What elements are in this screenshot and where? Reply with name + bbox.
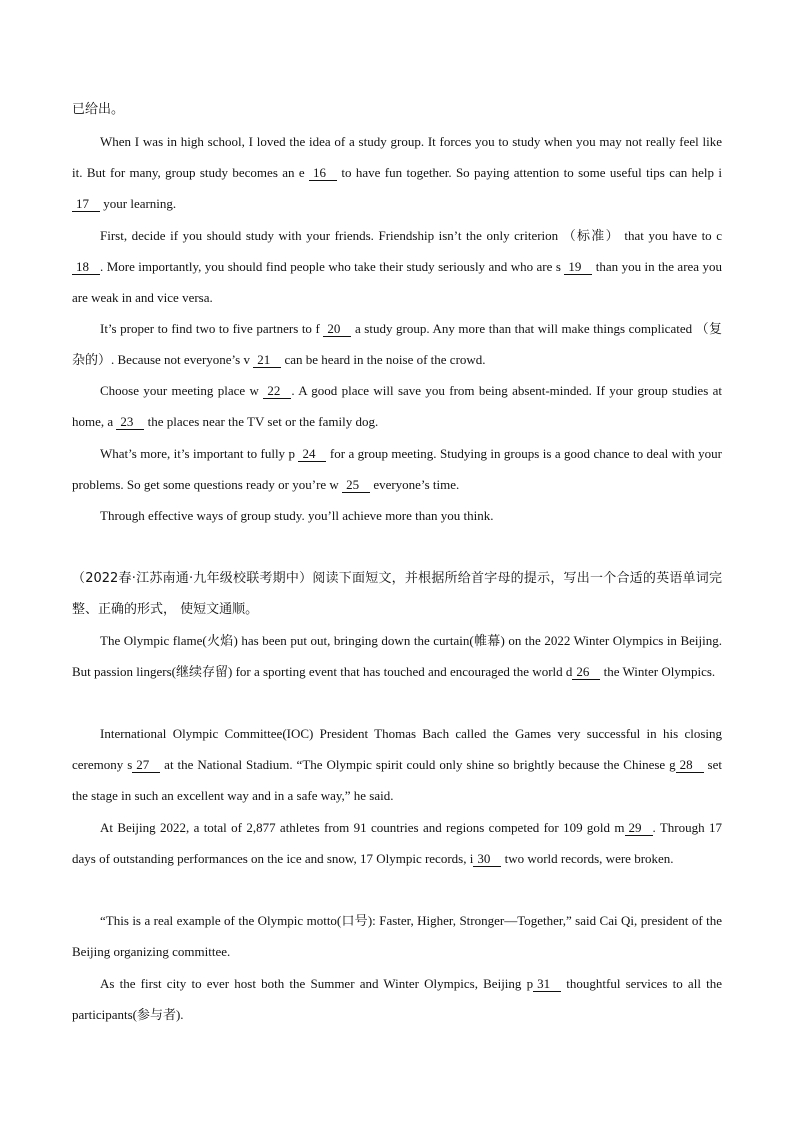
answer-blank-30[interactable]: 30 bbox=[473, 852, 501, 867]
answer-blank-19[interactable]: 19 bbox=[564, 260, 592, 275]
paragraph-text: can be heard in the noise of the crowd. bbox=[281, 352, 486, 368]
passage2-instruction: （2022春·江苏南通·九年级校联考期中）阅读下面短文，并根据所给首字母的提示，写出一个合适的英语单词完整、正确的形式， 使短文通顺。 bbox=[72, 571, 722, 618]
paragraph-text: everyone’s time. bbox=[370, 477, 460, 493]
paragraph-text: thoughtful services to all the participants(参与者). bbox=[72, 976, 722, 1023]
paragraph-text: to have fun together. So paying attention to some useful tips can help i bbox=[337, 165, 722, 181]
answer-blank-18[interactable]: 18 bbox=[72, 260, 100, 275]
answer-blank-28[interactable]: 28 bbox=[676, 758, 704, 773]
paragraph-text: for a group meeting. Studying in groups is a good chance to deal with your problems. So get some questions ready or you’re w bbox=[72, 446, 723, 493]
answer-blank-16[interactable]: 16 bbox=[309, 166, 337, 181]
answer-blank-22[interactable]: 22 bbox=[263, 384, 291, 399]
passage2-paragraph bbox=[72, 968, 722, 1030]
passage2-paragraph bbox=[72, 718, 722, 812]
paragraph-text: International Olympic Committee(IOC) President Thomas Bach called the Games very successful in his closing ceremony s bbox=[72, 726, 722, 773]
paragraph-text: As the first city to ever host both the Summer and Winter Olympics, Beijing p bbox=[100, 976, 534, 991]
paragraph-text: When I was in high school, I loved the idea of a study group. It forces you to study when you may not really feel like it. But for many, group study becomes an e bbox=[72, 134, 722, 181]
paragraph-text: Through effective ways of group study. you’ll achieve more than you think. bbox=[100, 508, 494, 523]
paragraph-text: two world records, were broken. bbox=[501, 851, 674, 867]
passage2-paragraph bbox=[72, 812, 722, 874]
paragraph-text: the places near the TV set or the family dog. bbox=[144, 414, 379, 430]
answer-blank-24[interactable]: 24 bbox=[298, 447, 326, 462]
paragraph-text: At Beijing 2022, a total of 2,877 athletes from 91 countries and regions competed for 109 gold m bbox=[100, 820, 625, 835]
passage1-paragraph bbox=[72, 220, 722, 314]
answer-blank-17[interactable]: 17 bbox=[72, 197, 100, 212]
paragraph-text: First, decide if you should study with your friends. Friendship isn’t the only criterion （标准） that you have to c bbox=[100, 228, 722, 243]
passage2-paragraph bbox=[72, 625, 722, 687]
paragraph-text: The Olympic flame(火焰) has been put out, bringing down the curtain(帷幕) on the 2022 Winter Olympics in Beijing. But passion lingers(继续存留) for a sporting event that has touched and encouraged the world d bbox=[72, 633, 722, 680]
paragraph-text: It’s proper to find two to five partners to f bbox=[100, 321, 324, 336]
answer-blank-23[interactable]: 23 bbox=[116, 415, 144, 430]
answer-blank-29[interactable]: 29 bbox=[625, 821, 653, 836]
paragraph-text: . A good place will save you from being absent-minded. If your group studies at home, a bbox=[72, 383, 723, 430]
paragraph-text: your learning. bbox=[100, 196, 177, 212]
paragraph-text: “This is a real example of the Olympic motto(口号): Faster, Higher, Stronger—Together,” said Cai Qi, president of the Beijing organizing committee. bbox=[72, 913, 722, 960]
paragraph-text: the Winter Olympics. bbox=[600, 664, 716, 680]
paragraph-text: . Through 17 days of outstanding performances on the ice and snow, 17 Olympic records, i bbox=[72, 820, 722, 867]
passage1-paragraph bbox=[72, 438, 722, 500]
paragraph-text: Choose your meeting place w bbox=[100, 383, 264, 398]
passage1-paragraph bbox=[72, 313, 722, 375]
answer-blank-21[interactable]: 21 bbox=[253, 353, 281, 368]
paragraph-text: . More importantly, you should find people who take their study seriously and who are s bbox=[100, 259, 565, 275]
paragraph-text: set the stage in such an excellent way and in a safe way,” he said. bbox=[72, 757, 722, 804]
passage1-intro: 已给出。 bbox=[72, 102, 125, 117]
passage1-paragraph bbox=[72, 500, 722, 531]
passage2-paragraph bbox=[72, 905, 722, 967]
answer-blank-26[interactable]: 26 bbox=[572, 665, 600, 680]
answer-blank-31[interactable]: 31 bbox=[533, 977, 561, 992]
paragraph-text: What’s more, it’s important to fully p bbox=[100, 446, 299, 461]
passage1-paragraph bbox=[72, 126, 722, 220]
passage1-paragraph bbox=[72, 375, 722, 437]
answer-blank-27[interactable]: 27 bbox=[132, 758, 160, 773]
paragraph-text: at the National Stadium. “The Olympic spirit could only shine so brightly because the Chinese g bbox=[160, 757, 676, 773]
answer-blank-25[interactable]: 25 bbox=[342, 478, 370, 493]
paragraph-text: a study group. Any more than that will make things complicated （复杂的）. Because not everyone’s v bbox=[72, 321, 722, 368]
answer-blank-20[interactable]: 20 bbox=[323, 322, 351, 337]
paragraph-text: than you in the area you are weak in and vice versa. bbox=[72, 259, 723, 306]
